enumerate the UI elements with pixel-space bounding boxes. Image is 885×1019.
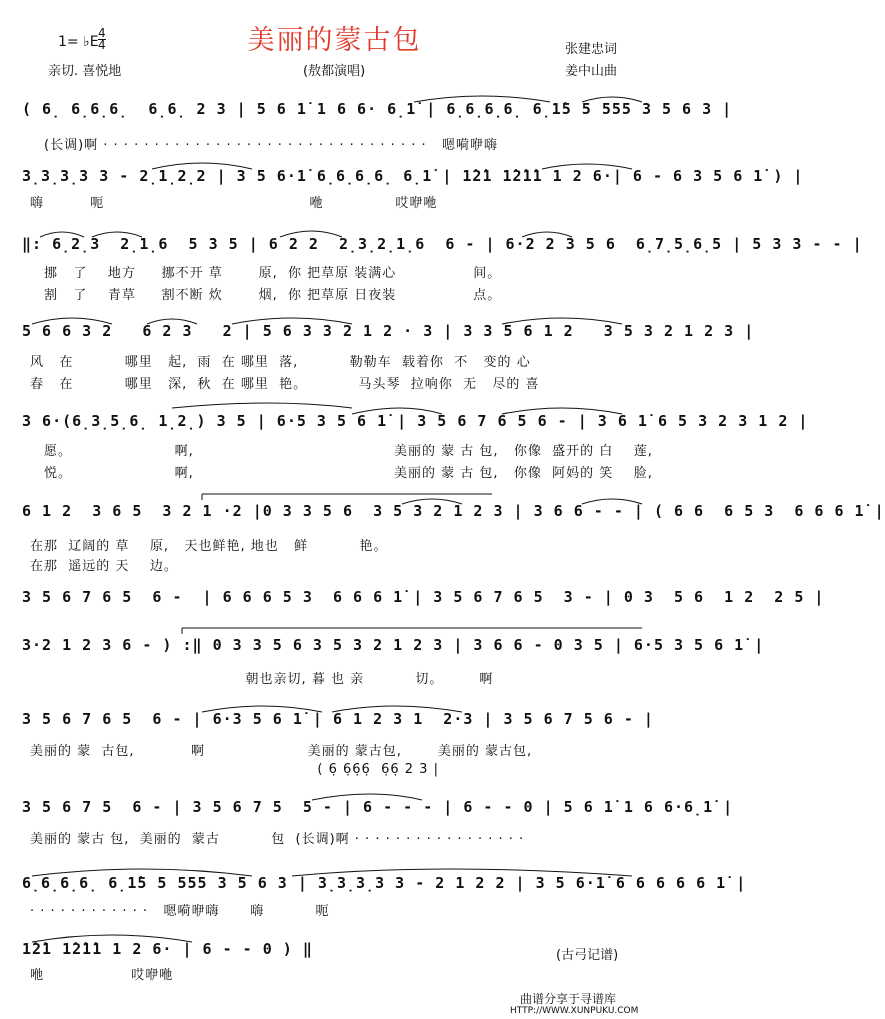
lyric-line-9: 美丽的 蒙 古包, 啊 美丽的 蒙古包, 美丽的 蒙古包, xyxy=(30,744,533,759)
notation-line-4: 5 6 6 3 2 6 2 3 2 | 5 6 3 3 2 1 2 · 3 | 3 3 5 6 1 2 3 5 3 2 1 2 3 | xyxy=(22,322,755,340)
lyric-line-6-verse-1: 在那 辽阔的 草 原, 天也鲜艳, 地也 鲜 艳。 xyxy=(30,539,388,554)
notation-line-11: 6̣6̣6̣6̣ 6̣1̇5 5 555 3 5 6 3 | 3̣3̣3̣3 3 - 2 1 2 2 | 3 5 6·1̇ 6 6 6 6 6 1̇ | xyxy=(22,874,747,892)
score-line-12 xyxy=(22,940,647,966)
song-title: 美丽的蒙古包 xyxy=(247,25,422,56)
notation-line-8: 3·2 1 2 3 6 - ) :‖ 0 3 3 5 6 3 5 3 2 1 2 3 | 3 6 6 - 0 3 5 | 6·5 3 5 6 1̇ | xyxy=(22,636,765,654)
notation-line-5: 3 6·(6̣3̣5̣6̣ 1̣2̣) 3 5 | 6·5 3 5 6 1̇ | 3 5 6 7 6 5 6 - | 3 6 1̇ 6 5 3 2 3 1 2 | xyxy=(22,412,809,430)
lyricist: 张建忠词 xyxy=(565,42,618,57)
lyric-line-5-verse-2: 悦。 啊, 美丽的 蒙 古 包, 你像 阿妈的 笑 脸, xyxy=(44,466,653,481)
time-signature xyxy=(98,28,106,51)
lyric-line-6-verse-2: 在那 遥远的 天 边。 xyxy=(30,559,178,574)
score-line-3 xyxy=(22,235,863,261)
singer-credit: (敖都演唱) xyxy=(303,64,366,79)
site-watermark: 曲谱分享于寻谱库 xyxy=(520,992,617,1006)
lyric-line-9-intro: ( 6̣ 6̣6̣6̣ 6̣6̣ 2 3 | xyxy=(30,762,439,777)
lyric-line-10: 美丽的 蒙古 包, 美丽的 蒙古 包 (长调)啊 · · · · · · · · · · · · · · · · · xyxy=(30,832,525,847)
score-line-11 xyxy=(22,874,747,900)
time-numerator: 4 xyxy=(98,26,106,40)
score-line-10 xyxy=(22,798,734,824)
lyric-line-2: 嗨 呃 咃 哎咿咃 xyxy=(30,196,438,211)
score-line-5 xyxy=(22,412,809,438)
lyric-line-8: 朝也亲切, 暮 也 亲 切。 啊 xyxy=(30,672,494,687)
score-line-8 xyxy=(22,636,765,662)
site-url: HTTP://WWW.XUNPUKU.COM xyxy=(510,1006,639,1016)
notation-line-7: 3 5 6 7 6 5 6 - | 6 6 6 5 3 6 6 6 1̇ | 3 5 6 7 6 5 3 - | 0 3 5 6 1 2 2 5 | xyxy=(22,588,825,606)
notation-line-3: ‖: 6̣2̣3 2̣1̣6 5 3 5 | 6 2 2 2̣3̣2̣1̣6 6 - | 6·2 2 3 5 6 6̣7̣5̣6̣5 | 5 3 3 - - | xyxy=(22,235,863,253)
score-line-6 xyxy=(22,502,885,528)
tempo-mood: 亲切. 喜悦地 xyxy=(48,64,122,79)
notation-line-6: 6 1 2 3 6 5 3 2 1 ·2 |0 3 3 5 6 3 5 3 2 1 2 3 | 3 6 6 - - | ( 6 6 6 5 3 6 6 6 1̇ | xyxy=(22,502,885,520)
notation-line-10: 3 5 6 7 5 6 - | 3 5 6 7 5 5 - | 6 - - - | 6 - - 0 | 5 6 1̇ 1 6 6·6̣1̇ | xyxy=(22,798,734,816)
notation-line-9: 3 5 6 7 6 5 6 - | 6·3 5 6 1̇ | 6 1 2 3 1 2·3 | 3 5 6 7 5 6 - | xyxy=(22,710,654,728)
score-line-4 xyxy=(22,322,755,348)
composer: 姜中山曲 xyxy=(565,64,618,79)
lyric-line-4-verse-2: 春 在 哪里 深, 秋 在 哪里 艳。 马头琴 拉响你 无 尽的 喜 xyxy=(30,377,540,392)
lyric-line-3-verse-1: 挪 了 地方 挪不开 草 原, 你 把草原 装满心 间。 xyxy=(44,266,502,281)
lyric-line-4-verse-1: 风 在 哪里 起, 雨 在 哪里 落, 勒勒车 载着你 不 变的 心 xyxy=(30,355,531,370)
score-line-2 xyxy=(22,167,804,193)
lyric-line-1: (长调)啊 · · · · · · · · · · · · · · · · · · · · · · · · · · · · · · · · 嗯嗬咿嗨 xyxy=(44,138,499,153)
lyric-line-5-verse-1: 愿。 啊, 美丽的 蒙 古 包, 你像 盛开的 白 莲, xyxy=(44,444,653,459)
lyric-line-12: 咃 哎咿咃 xyxy=(30,968,174,983)
lyric-line-11: · · · · · · · · · · · · 嗯嗬咿嗨 嗨 呃 xyxy=(30,904,330,919)
notation-line-12: 1̇2̇1 1̇2̇1̇1 1 2 6· | 6 - - 0 ) ‖ xyxy=(22,940,313,958)
score-line-9 xyxy=(22,710,654,736)
time-denominator: 4 xyxy=(98,38,106,52)
score-line-7 xyxy=(22,588,825,614)
notation-line-1: ( 6̣ 6̣6̣6̣ 6̣6̣ 2 3 | 5 6 1̇ 1 6 6· 6̣1̇ | 6̣6̣6̣6̣ 6̣1̇5 5 555 3 5 6 3 | xyxy=(22,100,733,118)
lyric-line-3-verse-2: 割 了 青草 割不断 炊 烟, 你 把草原 日夜装 点。 xyxy=(44,288,502,303)
score-line-1 xyxy=(22,100,733,126)
transcriber-credit: (古弓记谱) xyxy=(556,948,619,963)
notation-line-2: 3̣3̣3̣3 3 - 2̣1̣2̣2 | 3 5 6·1̇ 6̣6̣6̣6̣ 6̣1̇ | 1̇2̇1 1̇2̇1̇1 1 2 6·| 6 - 6 3 5 6 1̇ ) | xyxy=(22,167,804,185)
key-signature: 1= ♭E xyxy=(58,34,99,50)
